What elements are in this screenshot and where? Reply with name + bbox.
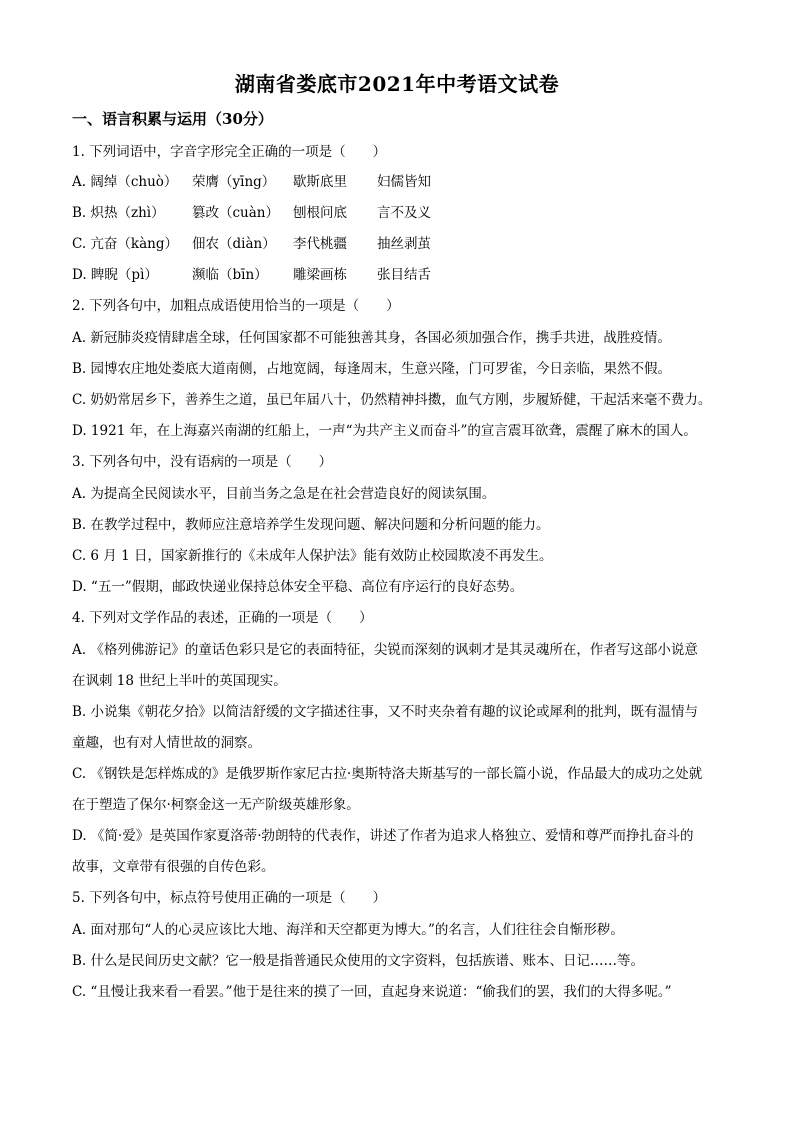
question-4-option-c-line-1: C. 《钢铁是怎样炼成的》是俄罗斯作家尼古拉·奥斯特洛夫斯基写的一部长篇小说，作品最大的成功之处就: [72, 766, 703, 782]
option-d-word-4: 张目结舌: [377, 267, 431, 283]
question-1-option-a: [72, 172, 431, 192]
question-5-option-b: B. 什么是民间历史文献？它一般是指普通民众使用的文字资料，包括族谱、账本、日记……等。: [72, 953, 645, 969]
question-1-option-b: [72, 203, 431, 223]
question-2-stem: 2. 下列各句中，加粗点成语使用恰当的一项是（ ）: [72, 298, 400, 314]
question-4-option-a-line-2: 在讽刺 18 世纪上半叶的英国现实。: [72, 673, 287, 689]
question-2-option-d: D. 1921 年，在上海嘉兴南湖的红船上，一声“为共产主义而奋斗”的宣言震耳欲聋，震醒了麻木的国人。: [72, 423, 697, 439]
option-d-word-1: D. 睥睨（pì）: [72, 267, 158, 283]
option-d-word-3: 雕梁画栋: [293, 267, 347, 283]
option-a-word-4: 妇儒皆知: [377, 174, 431, 190]
option-c-word-1: C. 亢奋（kàng）: [72, 236, 178, 252]
question-2-option-a: A. 新冠肺炎疫情肆虐全球，任何国家都不可能独善其身，各国必须加强合作，携手共进，战胜疫情。: [72, 330, 671, 346]
option-c-word-4: 抽丝剥茧: [377, 236, 431, 252]
option-b-word-1: B. 炽热（zhì）: [72, 205, 165, 221]
option-c-word-3: 李代桃疆: [293, 236, 347, 252]
question-1-option-d: [72, 265, 431, 285]
option-a-word-2: 荣膺（yīng）: [192, 174, 276, 190]
question-5-option-c: C. “且慢让我来看一看罢。”他于是往来的摸了一回，直起身来说道：“偷我们的罢，我们的大得多呢。”: [72, 984, 672, 1000]
question-4-option-d-line-2: 故事，文章带有很强的自传色彩。: [72, 859, 275, 875]
question-4-option-d-line-1: D. 《简·爱》是英国作家夏洛蒂·勃朗特的代表作，讲述了作者为追求人格独立、爱情和尊严而挣扎奋斗的: [72, 828, 694, 844]
question-5-option-a: A. 面对那句“人的心灵应该比大地、海洋和天空都更为博大。”的名言，人们往往会自惭形秽。: [72, 922, 624, 938]
question-4-stem: 4. 下列对文学作品的表述，正确的一项是（ ）: [72, 610, 373, 626]
question-4-option-c-line-2: 在于塑造了保尔·柯察金这一无产阶级英雄形象。: [72, 797, 360, 813]
question-3-option-d: D. “五一”假期，邮政快递业保持总体安全平稳、高位有序运行的良好态势。: [72, 579, 524, 595]
question-3-option-a: A. 为提高全民阅读水平，目前当务之急是在社会营造良好的阅读氛围。: [72, 486, 496, 502]
option-b-word-2: 篡改（cuàn）: [192, 205, 279, 221]
section-heading: 一、语言积累与运用（30分）: [72, 110, 273, 128]
question-4-option-b-line-1: B. 小说集《朝花夕拾》以简洁舒缓的文字描述往事，又不时夹杂着有趣的议论或犀利的批判，既有温情与: [72, 704, 699, 720]
question-1-stem: 1. 下列词语中，字音字形完全正确的一项是（ ）: [72, 144, 387, 160]
question-3-stem: 3. 下列各句中，没有语病的一项是（ ）: [72, 454, 333, 470]
question-2-option-b: B. 园博农庄地处娄底大道南侧，占地宽阔，每逢周末，生意兴隆，门可罗雀，今日亲临，果然不假。: [72, 361, 672, 377]
option-b-word-3: 刨根问底: [293, 205, 347, 221]
question-5-stem: 5. 下列各句中，标点符号使用正确的一项是（ ）: [72, 890, 387, 906]
exam-title: 湖南省娄底市2021年中考语文试卷: [234, 72, 560, 96]
option-d-word-2: 濒临（bīn）: [192, 267, 268, 283]
question-3-option-c: C. 6 月 1 日，国家新推行的《未成年人保护法》能有效防止校园欺凌不再发生。: [72, 548, 553, 564]
option-a-word-3: 歇斯底里: [293, 174, 347, 190]
question-1-option-c: [72, 234, 431, 254]
option-a-word-1: A. 阔绰（chuò）: [72, 174, 178, 190]
question-2-option-c: C. 奶奶常居乡下，善养生之道，虽已年届八十，仍然精神抖擞，血气方刚，步履矫健，干起活来毫不费力。: [72, 392, 712, 408]
question-4-option-b-line-2: 童趣，也有对人情世故的洞察。: [72, 735, 261, 751]
option-c-word-2: 佃农（diàn）: [192, 236, 276, 252]
question-4-option-a-line-1: A. 《格列佛游记》的童话色彩只是它的表面特征，尖锐而深刻的讽刺才是其灵魂所在，作者写这部小说意: [72, 642, 698, 658]
question-3-option-b: B. 在教学过程中，教师应注意培养学生发现问题、解决问题和分析问题的能力。: [72, 517, 550, 533]
option-b-word-4: 言不及义: [377, 205, 431, 221]
